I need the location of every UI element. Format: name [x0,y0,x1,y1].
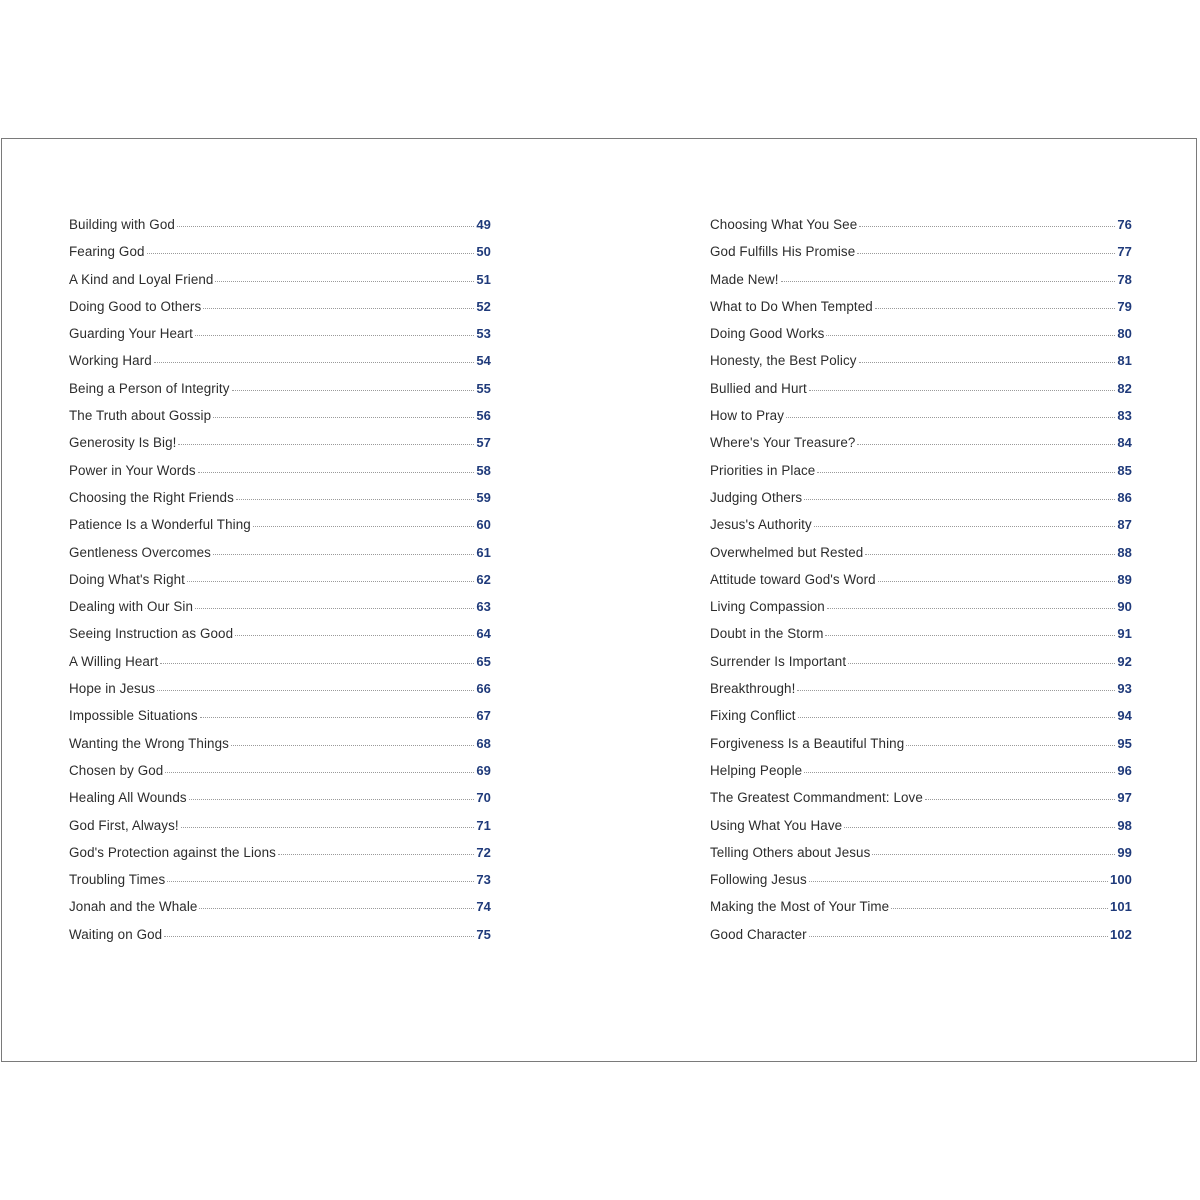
toc-entry-page-number: 82 [1117,380,1132,396]
toc-entry-page-number: 81 [1117,353,1132,369]
toc-entry [69,899,491,926]
toc-entry [69,736,491,763]
dot-leader [804,772,1115,773]
toc-entry-title: Living Compassion [710,599,825,615]
toc-entry-page-number: 79 [1117,298,1132,314]
toc-entry-page-number: 66 [476,681,491,697]
toc-entry [710,408,1132,435]
toc-entry-page-number: 61 [476,544,491,560]
dot-leader [160,663,474,664]
toc-entry-page-number: 53 [476,326,491,342]
dot-leader [848,663,1115,664]
book-spread [1,138,1197,1062]
toc-entry-title: A Willing Heart [69,653,159,669]
toc-entry-title: Choosing What You See [710,217,858,232]
dot-leader [925,799,1115,800]
toc-entry-page-number: 62 [476,571,491,587]
toc-entry-title: Priorities in Place [710,462,816,478]
toc-entry-title: How to Pray [710,408,785,424]
dot-leader [872,854,1115,855]
toc-entry-title: Wanting the Wrong Things [69,735,229,751]
toc-entry-title: Impossible Situations [69,708,198,724]
toc-entry [710,845,1132,872]
toc-entry-title: Jonah and the Whale [69,899,198,915]
toc-entry [710,299,1132,326]
toc-entry-title: Overwhelmed but Rested [710,544,864,560]
dot-leader [865,554,1115,555]
dot-leader [827,608,1115,609]
toc-entry-title: Good Character [710,926,807,942]
toc-entry [710,490,1132,517]
toc-entry-page-number: 88 [1117,544,1132,560]
toc-entry-title: Breakthrough! [710,681,796,697]
toc-entry [69,353,491,380]
toc-entry-title: Judging Others [710,489,803,505]
dot-leader [167,881,474,882]
toc-entry-title: Jesus's Authority [710,517,812,533]
dot-leader [232,390,475,391]
dot-leader [165,772,474,773]
dot-leader [187,581,474,582]
dot-leader [817,472,1115,473]
toc-entry-title: Honesty, the Best Policy [710,353,857,369]
dot-leader [857,444,1115,445]
toc-entry-page-number: 94 [1117,708,1132,724]
dot-leader [200,717,475,718]
toc-entry-page-number: 72 [476,844,491,860]
toc-entry-page-number: 77 [1117,244,1132,260]
toc-entry [69,217,491,244]
toc-entry-page-number: 99 [1117,844,1132,860]
dot-leader [809,881,1108,882]
toc-entry-page-number: 55 [476,380,491,396]
toc-entry-page-number: 54 [476,353,491,369]
toc-entry-page-number: 90 [1117,599,1132,615]
toc-entry [69,408,491,435]
toc-entry-title: Fearing God [69,244,145,260]
toc-entry-page-number: 63 [476,599,491,615]
dot-leader [798,717,1116,718]
toc-entry [710,353,1132,380]
toc-entry-page-number: 87 [1117,517,1132,533]
toc-entry-title: Fixing Conflict [710,708,796,724]
toc-entry-page-number: 76 [1117,217,1132,232]
toc-entry-title: Power in Your Words [69,462,196,478]
dot-leader [213,554,474,555]
toc-entry-title: Gentleness Overcomes [69,544,211,560]
toc-entry [69,927,491,954]
toc-entry [710,736,1132,763]
dot-leader [164,936,474,937]
toc-entry-page-number: 92 [1117,653,1132,669]
toc-entry-page-number: 51 [476,271,491,287]
toc-entry [69,818,491,845]
toc-entry-page-number: 78 [1117,271,1132,287]
toc-entry-page-number: 102 [1110,926,1132,942]
toc-entry-title: Using What You Have [710,817,843,833]
dot-leader [859,226,1115,227]
toc-entry [710,654,1132,681]
dot-leader [878,581,1116,582]
toc-entry-title: Making the Most of Your Time [710,899,890,915]
toc-entry [69,435,491,462]
toc-entry-page-number: 83 [1117,408,1132,424]
toc-entry [69,626,491,653]
toc-entry-title: Troubling Times [69,872,166,888]
toc-entry [710,708,1132,735]
toc-entry [69,326,491,353]
dot-leader [195,335,474,336]
dot-leader [203,308,474,309]
toc-entry [69,299,491,326]
toc-entry-page-number: 74 [476,899,491,915]
toc-entry-page-number: 60 [476,517,491,533]
dot-leader [857,253,1115,254]
dot-leader [157,690,474,691]
dot-leader [809,390,1115,391]
toc-entry-page-number: 69 [476,762,491,778]
toc-entry-page-number: 97 [1117,790,1132,806]
dot-leader [236,499,474,500]
toc-entry [710,381,1132,408]
toc-entry-title: Healing All Wounds [69,790,187,806]
dot-leader [189,799,475,800]
toc-entry-page-number: 89 [1117,571,1132,587]
toc-entry [710,572,1132,599]
toc-entry-title: Hope in Jesus [69,681,156,697]
toc-entry [69,872,491,899]
toc-entry-page-number: 93 [1117,681,1132,697]
toc-entry [69,272,491,299]
toc-entry [710,599,1132,626]
dot-leader [213,417,474,418]
toc-entry-title: Doing Good to Others [69,298,202,314]
toc-entry-page-number: 64 [476,626,491,642]
toc-entry-page-number: 100 [1110,872,1132,888]
toc-left-column [69,217,491,954]
dot-leader [253,526,475,527]
toc-entry [69,654,491,681]
toc-entry [710,681,1132,708]
toc-entry-title: Surrender Is Important [710,653,847,669]
toc-entry-title: Seeing Instruction as Good [69,626,234,642]
dot-leader [147,253,475,254]
toc-entry-title: Doing Good Works [710,326,825,342]
toc-entry [710,927,1132,954]
toc-entry-title: The Truth about Gossip [69,408,212,424]
toc-entry-title: Forgiveness Is a Beautiful Thing [710,735,905,751]
toc-entry-page-number: 101 [1110,899,1132,915]
toc-entry-title: Made New! [710,271,779,287]
toc-entry-title: Where's Your Treasure? [710,435,856,451]
toc-entry-page-number: 70 [476,790,491,806]
dot-leader [786,417,1115,418]
dot-leader [215,281,474,282]
toc-entry-page-number: 75 [476,926,491,942]
dot-leader [804,499,1115,500]
dot-leader [198,472,475,473]
toc-entry-page-number: 49 [476,217,491,232]
toc-entry [710,435,1132,462]
toc-entry-title: Attitude toward God's Word [710,571,876,587]
dot-leader [154,362,475,363]
toc-entry [710,545,1132,572]
toc-entry-page-number: 98 [1117,817,1132,833]
toc-entry-title: Building with God [69,217,175,232]
dot-leader [891,908,1108,909]
toc-entry [69,763,491,790]
toc-entry [710,326,1132,353]
dot-leader [826,335,1115,336]
dot-leader [195,608,474,609]
toc-entry [710,818,1132,845]
toc-entry [710,626,1132,653]
dot-leader [844,827,1115,828]
toc-entry-title: Doing What's Right [69,571,185,587]
toc-entry-title: God's Protection against the Lions [69,844,276,860]
toc-entry-page-number: 67 [476,708,491,724]
toc-entry-page-number: 52 [476,298,491,314]
toc-entry-title: Waiting on God [69,926,163,942]
toc-entry-title: Generosity Is Big! [69,435,177,451]
dot-leader [181,827,475,828]
dot-leader [814,526,1116,527]
toc-entry [69,244,491,271]
toc-entry-page-number: 84 [1117,435,1132,451]
dot-leader [825,635,1115,636]
toc-entry [69,790,491,817]
toc-entry [69,545,491,572]
toc-entry-page-number: 68 [476,735,491,751]
toc-entry-page-number: 91 [1117,626,1132,642]
toc-entry-title: The Greatest Commandment: Love [710,790,923,806]
toc-entry [69,599,491,626]
toc-entry-page-number: 80 [1117,326,1132,342]
dot-leader [199,908,474,909]
toc-entry-page-number: 57 [476,435,491,451]
toc-entry-title: God Fulfills His Promise [710,244,856,260]
toc-entry [710,517,1132,544]
dot-leader [231,745,474,746]
toc-entry-page-number: 71 [476,817,491,833]
toc-entry-page-number: 50 [476,244,491,260]
toc-entry-page-number: 56 [476,408,491,424]
toc-entry-title: Patience Is a Wonderful Thing [69,517,251,533]
toc-entry [710,244,1132,271]
toc-entry [710,217,1132,244]
dot-leader [875,308,1116,309]
toc-entry-title: A Kind and Loyal Friend [69,271,214,287]
toc-entry-title: Helping People [710,762,803,778]
dot-leader [178,444,474,445]
toc-entry-page-number: 95 [1117,735,1132,751]
toc-entry-title: Chosen by God [69,762,164,778]
toc-entry [69,708,491,735]
toc-entry-title: God First, Always! [69,817,179,833]
dot-leader [859,362,1116,363]
toc-entry [69,572,491,599]
toc-entry-title: Doubt in the Storm [710,626,824,642]
toc-entry [69,463,491,490]
toc-entry-page-number: 65 [476,653,491,669]
toc-entry-title: Guarding Your Heart [69,326,193,342]
dot-leader [809,936,1108,937]
toc-entry [710,463,1132,490]
toc-entry-title: What to Do When Tempted [710,298,873,314]
toc-entry [69,381,491,408]
toc-entry [710,272,1132,299]
toc-entry-title: Dealing with Our Sin [69,599,194,615]
toc-entry-page-number: 73 [476,872,491,888]
toc-entry-title: Choosing the Right Friends [69,489,234,505]
toc-entry [710,899,1132,926]
toc-right-column [710,217,1132,954]
dot-leader [235,635,474,636]
dot-leader [278,854,474,855]
toc-entry-title: Being a Person of Integrity [69,380,230,396]
dot-leader [906,745,1115,746]
toc-entry [69,845,491,872]
toc-entry [710,763,1132,790]
toc-entry-page-number: 59 [476,489,491,505]
toc-entry-title: Telling Others about Jesus [710,844,871,860]
toc-entry-page-number: 86 [1117,489,1132,505]
toc-entry [69,517,491,544]
toc-entry-title: Following Jesus [710,872,807,888]
dot-leader [797,690,1115,691]
dot-leader [177,226,474,227]
toc-entry-title: Bullied and Hurt [710,380,807,396]
toc-entry [710,872,1132,899]
toc-entry-page-number: 96 [1117,762,1132,778]
toc-entry [710,790,1132,817]
toc-entry-page-number: 58 [476,462,491,478]
dot-leader [781,281,1116,282]
toc-entry-page-number: 85 [1117,462,1132,478]
toc-entry-title: Working Hard [69,353,152,369]
toc-entry [69,490,491,517]
toc-entry [69,681,491,708]
